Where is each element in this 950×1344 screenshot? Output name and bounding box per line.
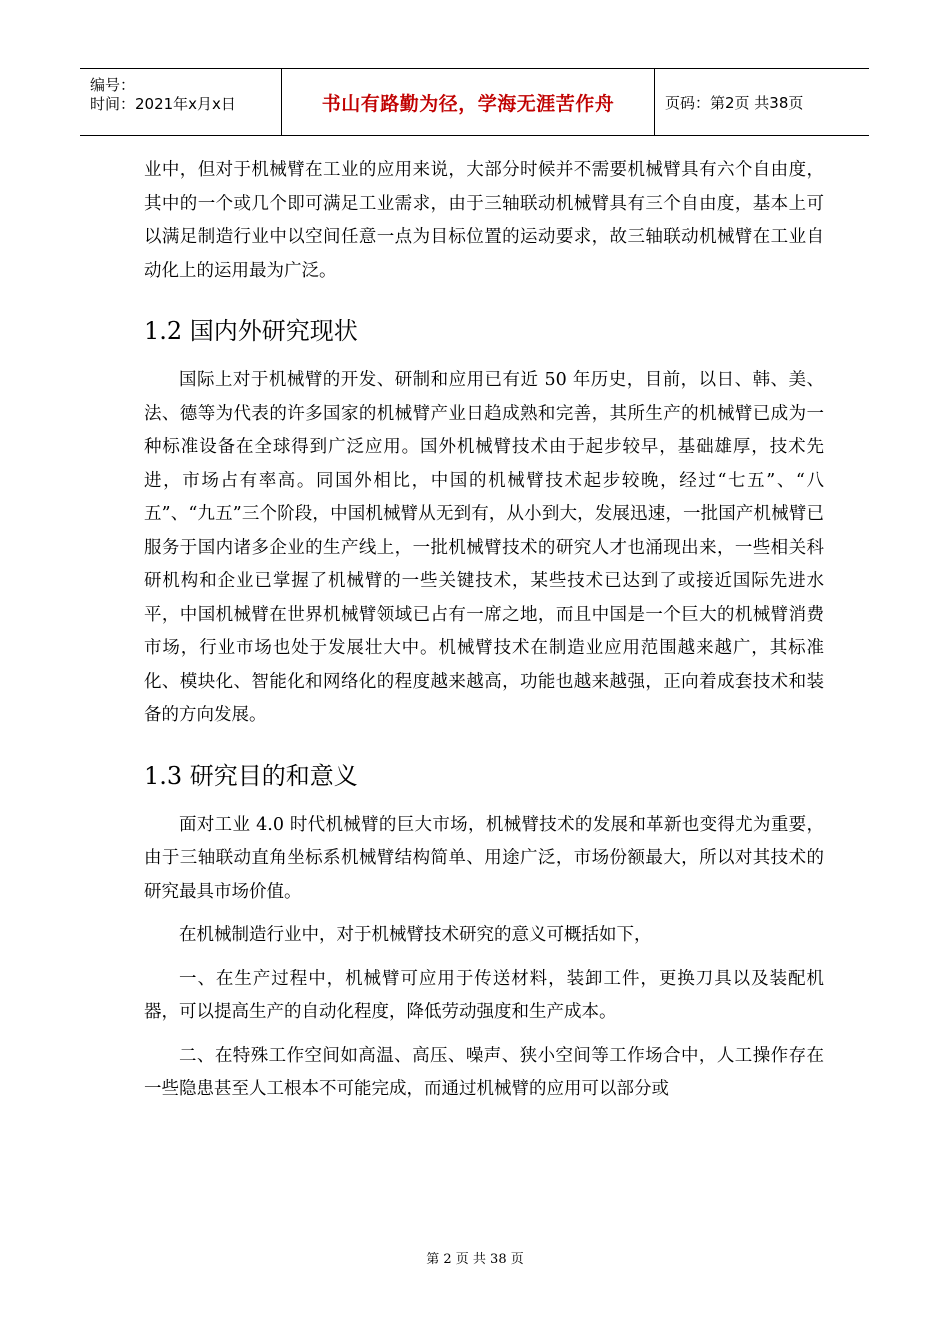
intro-paragraph: 业中，但对于机械臂在工业的应用来说，大部分时候并不需要机械臂具有六个自由度，其中的一个或几个即可满足工业需求，由于三轴联动机械臂具有三个自由度，基本上可以满足制造行业中以空间任意一点为目标位置的运动要求，故三轴联动机械臂在工业自动化上的运用最为广泛。 [144,160,824,281]
header-page-info: 页码：第2页 共38页 [665,93,804,112]
document-body [144,154,824,1107]
section-heading-1-2: 1.2 国内外研究现状 [144,317,358,345]
header-motto: 书山有路勤为径，学海无涯苦作舟 [321,92,615,115]
header-motto-cell [282,69,655,135]
section-1-3-paragraph-1: 面对工业 4.0 时代机械臂的巨大市场，机械臂技术的发展和革新也变得尤为重要，由于三轴联动直角坐标系机械臂结构简单、用途广泛，市场份额最大，所以对其技术的研究最具市场价值。 [144,814,824,902]
section-1-3-paragraph-2: 在机械制造行业中，对于机械臂技术研究的意义可概括如下， [179,925,652,945]
header-meta [80,69,282,135]
document-number-label: 编号： [90,76,136,94]
section-heading-1-3: 1.3 研究目的和意义 [144,761,358,790]
section-1-3-paragraph-4: 二、在特殊工作空间如高温、高压、噪声、狭小空间等工作场合中，人工操作存在一些隐患甚至人工根本不可能完成，而通过机械臂的应用可以部分或 [144,1045,824,1099]
page-header [80,68,869,136]
document-time-label: 时间：2021年x月x日 [90,95,236,113]
page-footer: 第 2 页 共 38 页 [426,1252,524,1267]
section-1-3-paragraph-3: 一、在生产过程中，机械臂可应用于传送材料，装卸工件，更换刀具以及装配机器，可以提高生产的自动化程度，降低劳动强度和生产成本。 [144,968,824,1022]
section-1-2-paragraph: 国际上对于机械臂的开发、研制和应用已有近 50 年历史，目前，以日、韩、美、法、德等为代表的许多国家的机械臂产业日趋成熟和完善，其所生产的机械臂已成为一种标准设备在全球得到广泛应用。国外机械臂技术由于起步较早，基础雄厚，技术先进，市场占有率高。同国外相比，中国的机械臂技术起步较晚，经过“七五”、“八五”、“九五”三个阶段，中国机械臂从无到有，从小到大，发展迅速，一批国产机械臂已服务于国内诸多企业的生产线上，一批机械臂技术的研究人才也涌现出来，一些相关科研机构和企业已掌握了机械臂的一些关键技术，某些技术已达到了或接近国际先进水平，中国机械臂在世界机械臂领域已占有一席之地，而且中国是一个巨大的机械臂消费市场，行业市场也处于发展壮大中。机械臂技术在制造业应用范围越来越广，其标准化、模块化、智能化和网络化的程度越来越高，功能也越来越强，正向着成套技术和装备的方向发展。 [144,370,824,725]
